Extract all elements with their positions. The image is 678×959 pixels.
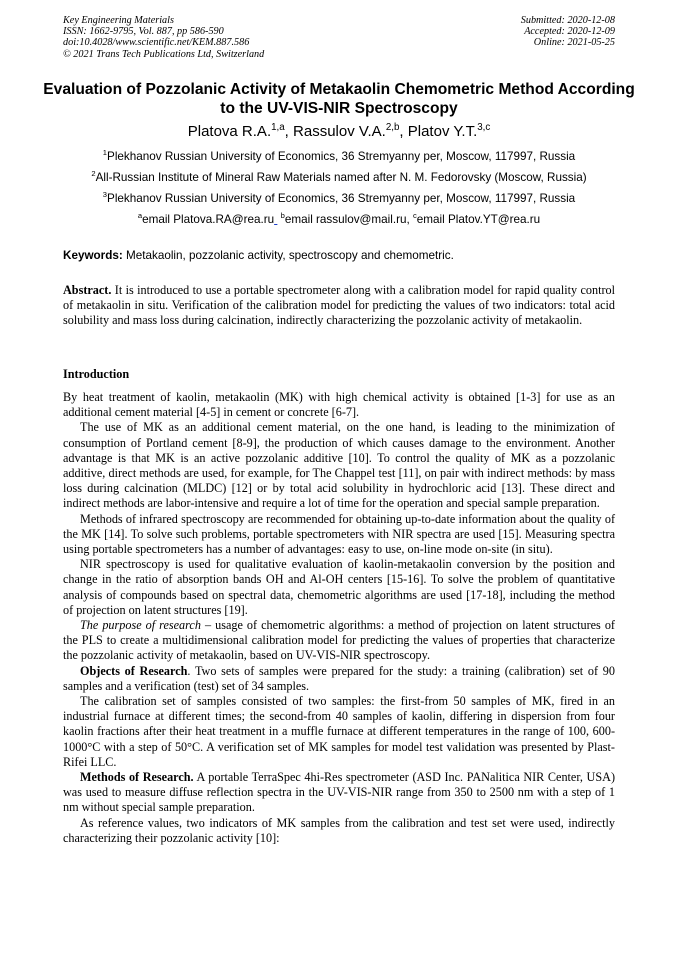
journal-doi: doi:10.4028/www.scientific.net/KEM.887.586 <box>63 37 250 49</box>
author-name: Rassulov V.A. <box>293 123 386 140</box>
journal-info <box>63 15 264 60</box>
paragraph: The use of MK as an additional cement material, on the one hand, is leading to the minimization of consumption of Portland cement [8-9], the production of which causes damage to the environment. Another advantage is that MK is an active pozzolanic additive [10]. To control the quality of MK as a pozzolanic additive, direct methods are used, for example, for The Chappel test [11], on pair with indirect methods: by mass loss during calcination (MLDC) [12] or by total acid solubility in hydrochloric acid [13]. These direct and indirect methods are labor-intensive and require a lot of time for the operation and special sample preparation. <box>63 420 615 511</box>
keywords <box>63 249 615 263</box>
paragraph: Objects of Research. Two sets of samples were prepared for the study: a training (calibration) set of 90 samples and a verification (test) set of 34 samples. <box>63 663 615 693</box>
author-name: Platov Y.T. <box>407 123 478 140</box>
journal-name: Key Engineering Materials <box>63 15 174 26</box>
author-sup: 3,c <box>477 122 491 133</box>
paragraph: NIR spectroscopy is used for qualitative evaluation of kaolin-metakaolin conversion by the position and change in the ratio of absorption bands OH and Al-OH centers [15-16]. To solve the problem of quantitative analysis of compounds based on spectral data, chemometric algorithms are used [17-18], including the method of projection on latent structures [19]. <box>63 557 615 617</box>
date-accepted: Accepted: 2020-12-09 <box>524 26 615 38</box>
paragraph: Methods of Research. A portable TerraSpec 4hi-Res spectrometer (ASD Inc. PANalitica NIR Center, USA) was used to measure diffuse reflection spectra in the UV-VIS-NIR range from 350 to 2500 nm with a step of 1 nm without special sample preparation. <box>63 770 615 815</box>
email-line: $^a$email Platova.RA@rea.ru $^b$email rassulov@mail.ru, $^c$email Platov.YT@rea.ru <box>137 211 541 226</box>
author-sup: 2,b <box>385 122 400 133</box>
abstract-label: Abstract. <box>63 283 112 297</box>
email-link-a[interactable]: email Platova.RA@rea.ru <box>142 213 275 226</box>
date-online: Online: 2021-05-25 <box>533 37 615 49</box>
keywords-text: Metakaolin, pozzolanic activity, spectroscopy and chemometric. <box>122 249 454 262</box>
introduction-body <box>63 390 615 846</box>
journal-copyright: © 2021 Trans Tech Publications Ltd, Switzerland <box>63 48 265 60</box>
journal-issn: ISSN: 1662-9795, Vol. 887, pp 586-590 <box>63 26 224 38</box>
paragraph: The calibration set of samples consisted of two samples: the first-from 50 samples of MK, fired in an industrial furnace at different times; the second-from 40 samples of kaolin, differing in dispersion from four kaolin fractions after their heat treatment in a muffle furnace at different temperatures in the range of 100, 600-1000°C with a step of 50°C. A verification set of MK samples for model test validation was presented by Plast-Rifei LLC. <box>63 694 615 769</box>
subheading: Objects of Research <box>80 663 188 678</box>
date-submitted: Submitted: 2020-12-08 <box>520 15 615 26</box>
abstract-text: It is introduced to use a portable spectrometer along with a calibration model for rapid quality control of metakaolin in situ. Verification of the calibration model for predicting the values of two indicators: total acid solubility and mass loss during calcination, indirectly characterizing the pozzolanic activity of metakaolin. <box>63 283 615 328</box>
paragraph: Methods of infrared spectroscopy are recommended for obtaining up-to-date information about the quality of the MK [14]. To solve such problems, portable spectrometers with NIR spectra are used [15]. Measuring spectra using portable spectrometers has a number of advantages: easy to use, on-line mode on-site (in situ). <box>63 511 615 557</box>
emphasis: The purpose of research <box>80 618 201 633</box>
paragraph: As reference values, two indicators of MK samples from the calibration and test set were used, indirectly characterizing their pozzolanic activity [10]: <box>63 815 615 845</box>
section-introduction <box>63 367 615 382</box>
affiliation-2: $^2$All-Russian Institute of Mineral Raw Materials named after N. M. Fedorovsky (Moscow, Russia) <box>91 169 587 184</box>
email-link-c[interactable]: email Platov.YT@rea.ru <box>416 213 541 226</box>
keywords-label: Keywords: <box>63 249 123 262</box>
publication-dates <box>521 15 615 49</box>
paragraph: The purpose of research – usage of chemometric algorithms: a method of projection on latent structures of the PLS to create a multidimensional calibration model for predicting the values of properties that characterize the pozzolanic activity of metakaolin, based on UV-VIS-NIR spectroscopy. <box>63 618 615 663</box>
section-heading: Introduction <box>63 367 130 381</box>
subheading: Methods of Research. <box>80 770 194 785</box>
email-link-b[interactable]: email rassulov@mail.ru, <box>284 213 413 226</box>
paragraph: By heat treatment of kaolin, metakaolin (MK) with high chemical activity is obtained [1-3] for use as an additional cement material [4-5] in cement or concrete [6-7]. <box>63 390 615 420</box>
abstract <box>63 283 615 329</box>
affiliation-3: $^3$Plekhanov Russian University of Economics, 36 Stremyanny per, Moscow, 117997, Russia <box>102 190 576 205</box>
author-list: Platova R.A.$^{1,a}$, Rassulov V.A.$^{2,b}$, Platov Y.T.$^{3,c}$ <box>187 122 491 140</box>
author-name: Platova R.A. <box>187 123 272 140</box>
author-sup: 1,a <box>271 122 285 133</box>
paper-title: Evaluation of Pozzolanic Activity of Metakaolin Chemometric Method According to the UV-VIS-NIR Spectroscopy <box>43 81 635 117</box>
affiliation-1: $^1$Plekhanov Russian University of Economics, 36 Stremyanny per, Moscow, 117997, Russia <box>102 148 576 163</box>
